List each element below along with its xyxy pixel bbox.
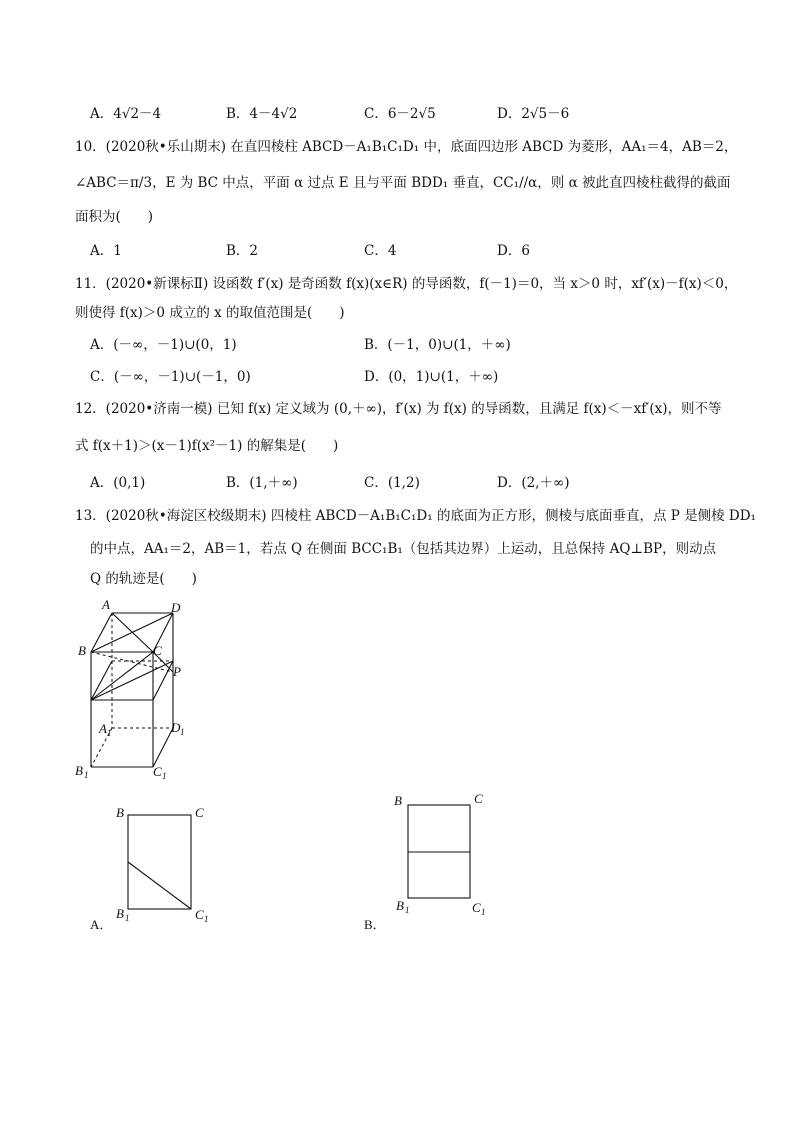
- choice-b-label-c1-sub: 1: [481, 907, 486, 917]
- label-b: B: [78, 643, 86, 658]
- choice-a-label-b: B: [116, 805, 124, 820]
- choice-a-letter: A．: [90, 917, 113, 932]
- choice-b-label-b1: B: [396, 898, 404, 913]
- label-b1-sub: 1: [84, 770, 89, 780]
- q11-option-a: A．(－∞，－1)∪(0，1): [90, 337, 237, 353]
- q10-option-a: A．1: [90, 243, 122, 259]
- q10-line-2: ∠ABC＝π/3，E 为 BC 中点，平面 α 过点 E 且与平面 BDD₁ 垂直，CC₁//α，则 α 被此直四棱柱截得的截面: [75, 175, 731, 191]
- q13-line-2: 的中点，AA₁＝2，AB＝1，若点 Q 在侧面 BCC₁B₁（包括其边界）上运动，且总保持 AQ⊥BP，则动点: [90, 541, 717, 557]
- choice-b-label-b: B: [394, 793, 402, 808]
- label-p: P: [173, 664, 181, 679]
- choice-a-label-c1-sub: 1: [204, 914, 209, 924]
- q9-option-b: B．4－4√2: [226, 106, 298, 122]
- q11-line-1: 11．(2020•新课标Ⅱ) 设函数 f′(x) 是奇函数 f(x)(x∈R) 的导函数，f(－1)＝0，当 x＞0 时，xf′(x)－f(x)＜0，: [75, 276, 738, 292]
- q10-option-b: B．2: [226, 243, 259, 259]
- prism-figure: [60, 595, 210, 785]
- q9-option-c: C．6－2√5: [364, 106, 436, 122]
- q11-option-b: B．(－1，0)∪(1，＋∞): [364, 337, 511, 353]
- label-d: D: [171, 600, 181, 615]
- label-c1-sub: 1: [162, 771, 167, 781]
- q11-option-d: D．(0，1)∪(1，＋∞): [364, 369, 499, 385]
- label-d1: D: [171, 720, 181, 735]
- choice-b-label-c: C: [474, 791, 483, 806]
- q11-option-c: C．(－∞，－1)∪(－1，0): [90, 369, 251, 385]
- choice-b-label-c1: C: [472, 900, 481, 915]
- q10-option-d: D．6: [497, 243, 530, 259]
- choice-a-label-c: C: [195, 805, 204, 820]
- q13-line-1: 13．(2020秋•海淀区校级期末) 四棱柱 ABCD－A₁B₁C₁D₁ 的底面为正方形，侧棱与底面垂直，点 P 是侧棱 DD₁: [75, 508, 756, 524]
- q11-line-2: 则使得 f(x)＞0 成立的 x 的取值范围是( ): [75, 305, 345, 321]
- choice-b-letter: B．: [364, 917, 386, 932]
- q10-line-3: 面积为( ): [75, 209, 154, 225]
- label-a: A: [102, 597, 110, 612]
- choice-b-figure: [390, 790, 500, 915]
- label-d1-sub: 1: [180, 727, 185, 737]
- q12-line-2: 式 f(x＋1)＞(x－1)f(x²－1) 的解集是( ): [75, 438, 339, 454]
- label-c1: C: [153, 764, 162, 779]
- label-a1-sub: 1: [107, 728, 112, 738]
- q12-line-1: 12．(2020•济南一模) 已知 f(x) 定义域为 (0,＋∞)，f′(x) 为 f(x) 的导函数，且满足 f(x)＜－xf′(x)，则不等: [75, 401, 722, 417]
- q12-option-c: C．(1,2): [364, 475, 420, 491]
- q10-option-c: C．4: [364, 243, 397, 259]
- choice-a-label-c1: C: [195, 907, 204, 922]
- choice-a-label-b1-sub: 1: [125, 913, 130, 923]
- label-b1: B: [75, 763, 83, 778]
- choice-a-figure: [110, 800, 220, 924]
- q12-option-a: A．(0,1): [90, 475, 146, 491]
- label-a1: A: [99, 721, 107, 736]
- label-c: C: [153, 643, 162, 658]
- q12-option-d: D．(2,＋∞): [497, 475, 570, 491]
- q13-line-3: Q 的轨迹是( ): [90, 571, 197, 587]
- q9-option-d: D．2√5－6: [497, 106, 570, 122]
- choice-a-label-b1: B: [116, 906, 124, 921]
- choice-b-label-b1-sub: 1: [405, 905, 410, 915]
- q9-option-a: A．4√2－4: [90, 106, 162, 122]
- q10-line-1: 10．(2020秋•乐山期末) 在直四棱柱 ABCD－A₁B₁C₁D₁ 中，底面四边形 ABCD 为菱形，AA₁＝4，AB＝2，: [75, 139, 738, 155]
- q12-option-b: B．(1,＋∞): [226, 475, 298, 491]
